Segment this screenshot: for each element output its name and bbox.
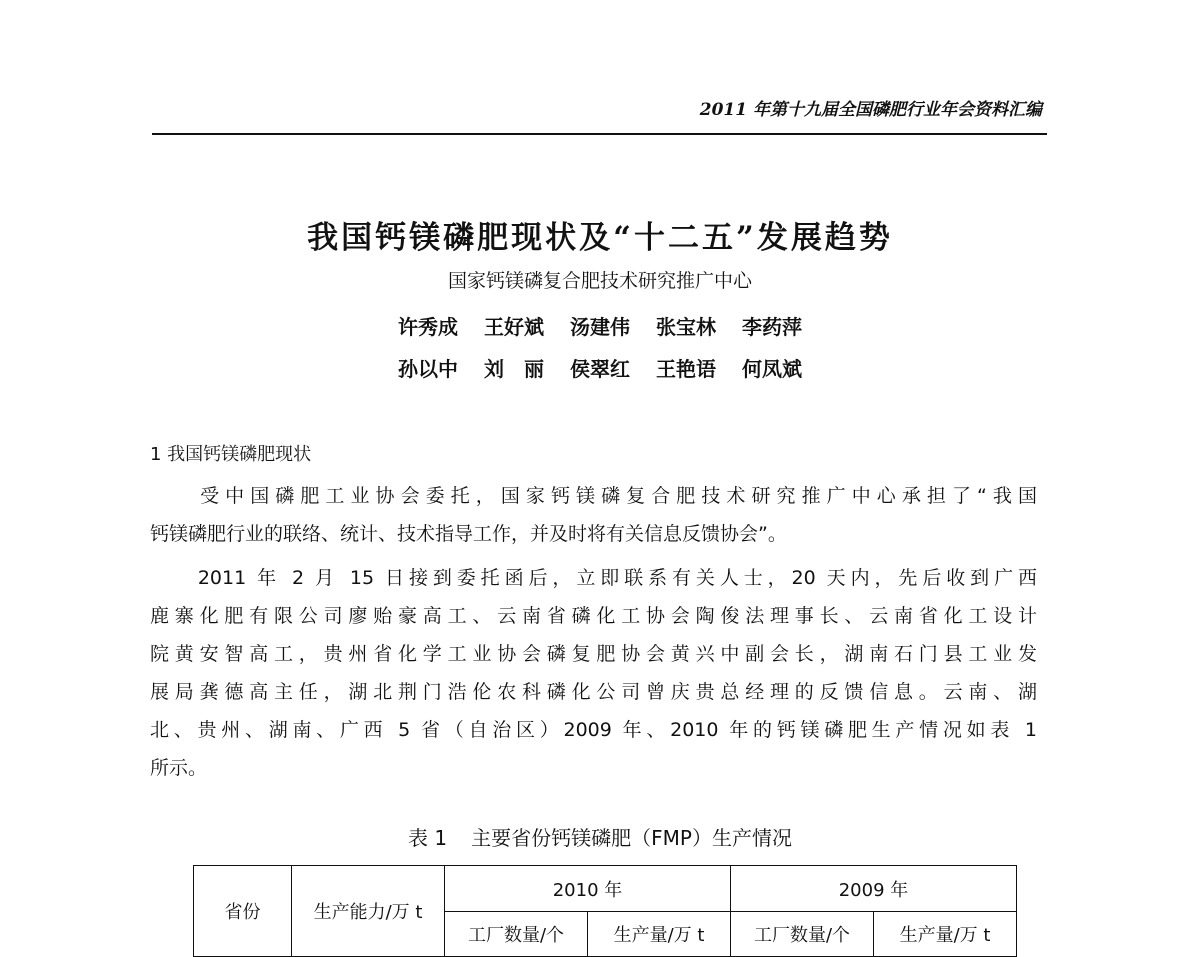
table-caption — [0, 822, 1200, 851]
author: 汤建伟 — [570, 315, 630, 339]
text-line: 2011 年 2 月 15 日接到委托函后，立即联系有关人士，20 天内，先后收到广西 — [150, 567, 1037, 589]
text-line: 钙镁磷肥行业的联络、统计、技术指导工作，并及时将有关信息反馈协会”。 — [150, 523, 787, 545]
header-factories-2009: 工厂数量/个 — [731, 912, 874, 957]
author: 刘 丽 — [484, 357, 544, 381]
text-line: 院黄安智高工，贵州省化学工业协会磷复肥协会黄兴中副会长，湖南石门县工业发 — [150, 643, 1037, 665]
paragraph-2 — [150, 559, 1037, 787]
author: 何凤斌 — [742, 357, 802, 381]
paragraph-1 — [150, 477, 1037, 553]
header-factories-2010: 工厂数量/个 — [445, 912, 588, 957]
text-line: 鹿寨化肥有限公司廖贻豪高工、云南省磷化工协会陶俊法理事长、云南省化工设计 — [150, 605, 1037, 627]
production-table — [193, 865, 1017, 957]
header-province: 省份 — [194, 866, 292, 957]
table-caption-number: 表 1 — [408, 826, 448, 850]
author: 王好斌 — [484, 315, 544, 339]
header-output-2009: 生产量/万 t — [874, 912, 1017, 957]
author: 侯翠红 — [570, 357, 630, 381]
table-header-row — [194, 866, 1017, 912]
author: 李药萍 — [742, 315, 802, 339]
header-capacity: 生产能力/万 t — [292, 866, 445, 957]
author: 王艳语 — [656, 357, 716, 381]
header-year-2010: 2010 年 — [445, 866, 731, 912]
authors-line-2 — [0, 353, 1200, 382]
author: 张宝林 — [656, 315, 716, 339]
header-output-2010: 生产量/万 t — [588, 912, 731, 957]
section-heading: 1 我国钙镁磷肥现状 — [150, 444, 312, 465]
header-rule — [152, 133, 1047, 135]
text-line: 受中国磷肥工业协会委托，国家钙镁磷复合肥技术研究推广中心承担了“我国 — [150, 485, 1037, 507]
affiliation: 国家钙镁磷复合肥技术研究推广中心 — [447, 270, 752, 292]
table-caption-title: 主要省份钙镁磷肥（FMP）生产情况 — [471, 826, 792, 850]
author: 孙以中 — [398, 357, 458, 381]
header-year-2009: 2009 年 — [731, 866, 1017, 912]
text-line: 所示。 — [150, 757, 208, 779]
author: 许秀成 — [398, 315, 458, 339]
article-title: 我国钙镁磷肥现状及“十二五”发展趋势 — [307, 220, 893, 256]
text-line: 北、贵州、湖南、广西 5 省（自治区）2009 年、2010 年的钙镁磷肥生产情况如表 1 — [150, 719, 1037, 741]
running-header: 2011 年第十九届全国磷肥行业年会资料汇编 — [699, 100, 1042, 120]
text-line: 展局龚德高主任，湖北荆门浩伦农科磷化公司曾庆贵总经理的反馈信息。云南、湖 — [150, 681, 1037, 703]
authors-line-1 — [0, 311, 1200, 340]
